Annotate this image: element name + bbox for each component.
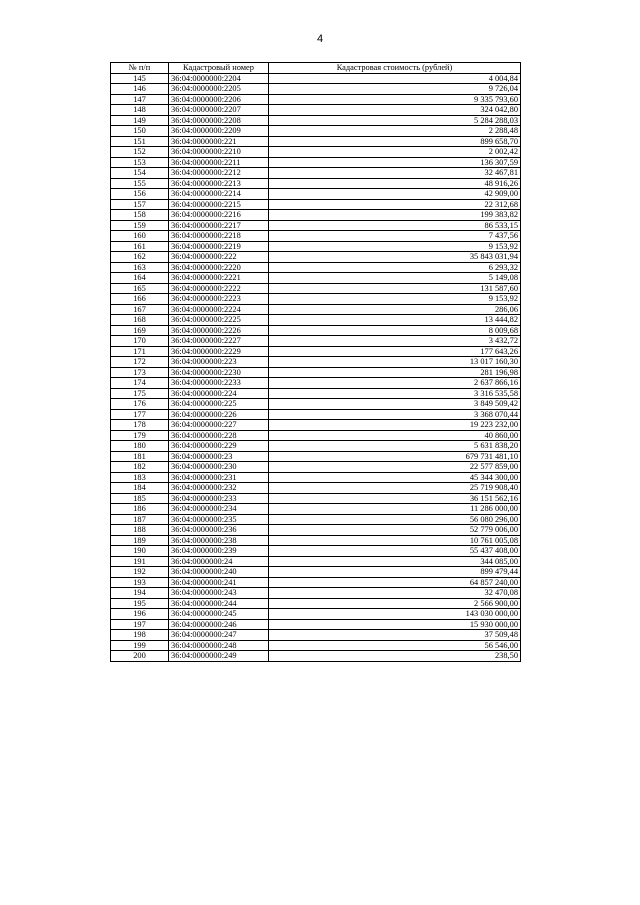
cadastral-value-cell: 7 437,56 [269, 231, 521, 242]
table-row [111, 598, 521, 609]
row-number-cell: 188 [111, 525, 169, 536]
cadastral-number-cell: 36:04:0000000:235 [169, 514, 269, 525]
cadastral-value-cell: 3 432,72 [269, 336, 521, 347]
table-row [111, 136, 521, 147]
row-number-cell: 191 [111, 556, 169, 567]
cadastral-value-cell: 2 566 900,00 [269, 598, 521, 609]
table-row [111, 157, 521, 168]
cadastral-value-cell: 36 151 562,16 [269, 493, 521, 504]
cadastral-number-cell: 36:04:0000000:243 [169, 588, 269, 599]
row-number-cell: 148 [111, 105, 169, 116]
cadastral-value-cell: 10 761 005,08 [269, 535, 521, 546]
table-row [111, 294, 521, 305]
cadastral-number-cell: 36:04:0000000:2223 [169, 294, 269, 305]
table-row [111, 493, 521, 504]
cadastral-value-cell: 9 335 793,60 [269, 94, 521, 105]
cadastral-value-cell: 25 719 908,40 [269, 483, 521, 494]
cadastral-value-cell: 3 368 070,44 [269, 409, 521, 420]
cadastral-value-cell: 281 196,98 [269, 367, 521, 378]
table-row [111, 430, 521, 441]
row-number-cell: 174 [111, 378, 169, 389]
cadastral-value-cell: 45 344 300,00 [269, 472, 521, 483]
page-number: 4 [316, 33, 324, 45]
table-row [111, 178, 521, 189]
cadastral-value-cell: 4 004,84 [269, 73, 521, 84]
row-number-cell: 197 [111, 619, 169, 630]
table-row [111, 231, 521, 242]
row-number-cell: 193 [111, 577, 169, 588]
table-row [111, 220, 521, 231]
cadastral-value-cell: 35 843 031,94 [269, 252, 521, 263]
cadastral-number-cell: 36:04:0000000:2205 [169, 84, 269, 95]
table-row [111, 367, 521, 378]
table-row [111, 651, 521, 662]
cadastral-value-cell: 56 546,00 [269, 640, 521, 651]
cadastral-number-cell: 36:04:0000000:2216 [169, 210, 269, 221]
table-row [111, 577, 521, 588]
cadastral-number-cell: 36:04:0000000:227 [169, 420, 269, 431]
cadastral-number-cell: 36:04:0000000:229 [169, 441, 269, 452]
table-row [111, 451, 521, 462]
cadastral-number-cell: 36:04:0000000:23 [169, 451, 269, 462]
table-row [111, 483, 521, 494]
row-number-cell: 169 [111, 325, 169, 336]
cadastral-number-cell: 36:04:0000000:2204 [169, 73, 269, 84]
row-number-cell: 190 [111, 546, 169, 557]
row-number-cell: 162 [111, 252, 169, 263]
row-number-cell: 175 [111, 388, 169, 399]
cadastral-number-cell: 36:04:0000000:2230 [169, 367, 269, 378]
cadastral-value-cell: 286,06 [269, 304, 521, 315]
row-number-cell: 147 [111, 94, 169, 105]
cadastral-number-cell: 36:04:0000000:2210 [169, 147, 269, 158]
cadastral-value-cell: 22 577 859,00 [269, 462, 521, 473]
row-number-cell: 155 [111, 178, 169, 189]
cadastral-number-cell: 36:04:0000000:2212 [169, 168, 269, 179]
cadastral-value-cell: 56 080 296,00 [269, 514, 521, 525]
table-row [111, 640, 521, 651]
row-number-cell: 195 [111, 598, 169, 609]
row-number-cell: 178 [111, 420, 169, 431]
cadastral-number-cell: 36:04:0000000:246 [169, 619, 269, 630]
row-number-cell: 180 [111, 441, 169, 452]
table-row [111, 105, 521, 116]
row-number-cell: 166 [111, 294, 169, 305]
cadastral-value-cell: 679 731 481,10 [269, 451, 521, 462]
table-row [111, 252, 521, 263]
cadastral-value-cell: 9 153,92 [269, 294, 521, 305]
table-row [111, 168, 521, 179]
cadastral-value-cell: 5 631 838,20 [269, 441, 521, 452]
cadastral-number-cell: 36:04:0000000:249 [169, 651, 269, 662]
row-number-cell: 171 [111, 346, 169, 357]
cadastral-number-cell: 36:04:0000000:228 [169, 430, 269, 441]
cadastral-number-cell: 36:04:0000000:233 [169, 493, 269, 504]
cadastral-number-cell: 36:04:0000000:2220 [169, 262, 269, 273]
cadastral-number-cell: 36:04:0000000:240 [169, 567, 269, 578]
cadastral-value-cell: 5 149,08 [269, 273, 521, 284]
cadastral-number-cell: 36:04:0000000:2214 [169, 189, 269, 200]
cadastral-number-cell: 36:04:0000000:2225 [169, 315, 269, 326]
row-number-cell: 200 [111, 651, 169, 662]
table-row [111, 535, 521, 546]
row-number-cell: 177 [111, 409, 169, 420]
table-row [111, 514, 521, 525]
row-number-cell: 176 [111, 399, 169, 410]
row-number-cell: 163 [111, 262, 169, 273]
cadastral-number-cell: 36:04:0000000:2224 [169, 304, 269, 315]
row-number-cell: 182 [111, 462, 169, 473]
table-row [111, 84, 521, 95]
table-row [111, 115, 521, 126]
cadastral-value-cell: 55 437 408,00 [269, 546, 521, 557]
row-number-cell: 145 [111, 73, 169, 84]
row-number-cell: 192 [111, 567, 169, 578]
cadastral-number-cell: 36:04:0000000:2209 [169, 126, 269, 137]
cadastral-value-cell: 238,50 [269, 651, 521, 662]
cadastral-number-cell: 36:04:0000000:24 [169, 556, 269, 567]
cadastral-number-cell: 36:04:0000000:2207 [169, 105, 269, 116]
cadastral-value-cell: 37 509,48 [269, 630, 521, 641]
cadastral-value-table [110, 62, 521, 662]
table-row [111, 567, 521, 578]
cadastral-number-cell: 36:04:0000000:2222 [169, 283, 269, 294]
table-row [111, 546, 521, 557]
cadastral-number-cell: 36:04:0000000:2233 [169, 378, 269, 389]
header-cadastral-number: Кадастровый номер [169, 63, 269, 74]
cadastral-number-cell: 36:04:0000000:2229 [169, 346, 269, 357]
row-number-cell: 198 [111, 630, 169, 641]
table-row [111, 262, 521, 273]
row-number-cell: 156 [111, 189, 169, 200]
cadastral-value-cell: 52 779 006,00 [269, 525, 521, 536]
cadastral-number-cell: 36:04:0000000:2215 [169, 199, 269, 210]
table-row [111, 609, 521, 620]
row-number-cell: 187 [111, 514, 169, 525]
cadastral-number-cell: 36:04:0000000:223 [169, 357, 269, 368]
cadastral-value-cell: 8 009,68 [269, 325, 521, 336]
table-row [111, 525, 521, 536]
cadastral-number-cell: 36:04:0000000:221 [169, 136, 269, 147]
cadastral-number-cell: 36:04:0000000:222 [169, 252, 269, 263]
table-row [111, 399, 521, 410]
cadastral-value-cell: 9 726,04 [269, 84, 521, 95]
row-number-cell: 152 [111, 147, 169, 158]
cadastral-number-cell: 36:04:0000000:2208 [169, 115, 269, 126]
table-row [111, 241, 521, 252]
row-number-cell: 154 [111, 168, 169, 179]
table-body [111, 73, 521, 661]
cadastral-number-cell: 36:04:0000000:231 [169, 472, 269, 483]
cadastral-number-cell: 36:04:0000000:2219 [169, 241, 269, 252]
cadastral-value-cell: 6 293,32 [269, 262, 521, 273]
cadastral-value-cell: 324 042,80 [269, 105, 521, 116]
cadastral-number-cell: 36:04:0000000:234 [169, 504, 269, 515]
table-row [111, 273, 521, 284]
table-row [111, 304, 521, 315]
table-row [111, 556, 521, 567]
cadastral-number-cell: 36:04:0000000:2206 [169, 94, 269, 105]
cadastral-number-cell: 36:04:0000000:2221 [169, 273, 269, 284]
cadastral-number-cell: 36:04:0000000:248 [169, 640, 269, 651]
row-number-cell: 160 [111, 231, 169, 242]
row-number-cell: 173 [111, 367, 169, 378]
cadastral-number-cell: 36:04:0000000:241 [169, 577, 269, 588]
cadastral-value-cell: 136 307,59 [269, 157, 521, 168]
table-row [111, 346, 521, 357]
table-row [111, 619, 521, 630]
header-row-number: № п/п [111, 63, 169, 74]
cadastral-number-cell: 36:04:0000000:2226 [169, 325, 269, 336]
cadastral-value-cell: 177 643,26 [269, 346, 521, 357]
cadastral-number-cell: 36:04:0000000:224 [169, 388, 269, 399]
table-row [111, 504, 521, 515]
row-number-cell: 164 [111, 273, 169, 284]
table-row [111, 588, 521, 599]
cadastral-number-cell: 36:04:0000000:2218 [169, 231, 269, 242]
table-row [111, 441, 521, 452]
cadastral-number-cell: 36:04:0000000:2217 [169, 220, 269, 231]
row-number-cell: 158 [111, 210, 169, 221]
cadastral-value-cell: 2 002,42 [269, 147, 521, 158]
cadastral-value-cell: 344 085,00 [269, 556, 521, 567]
cadastral-number-cell: 36:04:0000000:226 [169, 409, 269, 420]
cadastral-number-cell: 36:04:0000000:238 [169, 535, 269, 546]
cadastral-value-cell: 22 312,68 [269, 199, 521, 210]
table-row [111, 315, 521, 326]
cadastral-number-cell: 36:04:0000000:245 [169, 609, 269, 620]
cadastral-value-cell: 32 467,81 [269, 168, 521, 179]
table-row [111, 378, 521, 389]
table-row [111, 409, 521, 420]
table-row [111, 189, 521, 200]
header-cadastral-value: Кадастровая стоимость (рублей) [269, 63, 521, 74]
table-row [111, 420, 521, 431]
row-number-cell: 183 [111, 472, 169, 483]
row-number-cell: 150 [111, 126, 169, 137]
table-row [111, 472, 521, 483]
row-number-cell: 185 [111, 493, 169, 504]
cadastral-value-cell: 199 383,82 [269, 210, 521, 221]
table-header-row [111, 63, 521, 74]
table-row [111, 94, 521, 105]
cadastral-value-cell: 48 916,26 [269, 178, 521, 189]
table-row [111, 126, 521, 137]
cadastral-value-cell: 86 533,15 [269, 220, 521, 231]
row-number-cell: 157 [111, 199, 169, 210]
cadastral-value-cell: 11 286 000,00 [269, 504, 521, 515]
row-number-cell: 161 [111, 241, 169, 252]
row-number-cell: 196 [111, 609, 169, 620]
cadastral-value-cell: 42 909,00 [269, 189, 521, 200]
table-row [111, 336, 521, 347]
row-number-cell: 189 [111, 535, 169, 546]
table-row [111, 283, 521, 294]
row-number-cell: 151 [111, 136, 169, 147]
table-row [111, 147, 521, 158]
row-number-cell: 170 [111, 336, 169, 347]
row-number-cell: 179 [111, 430, 169, 441]
cadastral-number-cell: 36:04:0000000:236 [169, 525, 269, 536]
row-number-cell: 153 [111, 157, 169, 168]
cadastral-number-cell: 36:04:0000000:247 [169, 630, 269, 641]
row-number-cell: 146 [111, 84, 169, 95]
cadastral-value-cell: 2 288,48 [269, 126, 521, 137]
row-number-cell: 172 [111, 357, 169, 368]
table-row [111, 357, 521, 368]
table-row [111, 199, 521, 210]
cadastral-number-cell: 36:04:0000000:2227 [169, 336, 269, 347]
cadastral-value-cell: 3 849 509,42 [269, 399, 521, 410]
cadastral-value-cell: 9 153,92 [269, 241, 521, 252]
cadastral-value-cell: 32 470,08 [269, 588, 521, 599]
cadastral-number-cell: 36:04:0000000:225 [169, 399, 269, 410]
row-number-cell: 199 [111, 640, 169, 651]
cadastral-value-cell: 3 316 535,58 [269, 388, 521, 399]
table-row [111, 630, 521, 641]
cadastral-number-cell: 36:04:0000000:239 [169, 546, 269, 557]
cadastral-number-cell: 36:04:0000000:232 [169, 483, 269, 494]
cadastral-value-cell: 2 637 866,16 [269, 378, 521, 389]
cadastral-value-cell: 64 857 240,00 [269, 577, 521, 588]
cadastral-value-cell: 13 017 160,30 [269, 357, 521, 368]
row-number-cell: 149 [111, 115, 169, 126]
row-number-cell: 168 [111, 315, 169, 326]
cadastral-value-cell: 15 930 000,00 [269, 619, 521, 630]
cadastral-value-cell: 13 444,82 [269, 315, 521, 326]
cadastral-number-cell: 36:04:0000000:2213 [169, 178, 269, 189]
row-number-cell: 165 [111, 283, 169, 294]
row-number-cell: 184 [111, 483, 169, 494]
table-row [111, 388, 521, 399]
row-number-cell: 159 [111, 220, 169, 231]
cadastral-value-cell: 131 587,60 [269, 283, 521, 294]
cadastral-value-cell: 143 030 000,00 [269, 609, 521, 620]
table-row [111, 462, 521, 473]
cadastral-number-cell: 36:04:0000000:2211 [169, 157, 269, 168]
cadastral-value-cell: 19 223 232,00 [269, 420, 521, 431]
row-number-cell: 181 [111, 451, 169, 462]
row-number-cell: 167 [111, 304, 169, 315]
cadastral-value-cell: 5 284 288,03 [269, 115, 521, 126]
row-number-cell: 186 [111, 504, 169, 515]
cadastral-number-cell: 36:04:0000000:244 [169, 598, 269, 609]
cadastral-value-cell: 40 860,00 [269, 430, 521, 441]
cadastral-number-cell: 36:04:0000000:230 [169, 462, 269, 473]
cadastral-value-cell: 899 479,44 [269, 567, 521, 578]
table-row [111, 210, 521, 221]
table-row [111, 73, 521, 84]
row-number-cell: 194 [111, 588, 169, 599]
table-row [111, 325, 521, 336]
cadastral-value-cell: 899 658,70 [269, 136, 521, 147]
